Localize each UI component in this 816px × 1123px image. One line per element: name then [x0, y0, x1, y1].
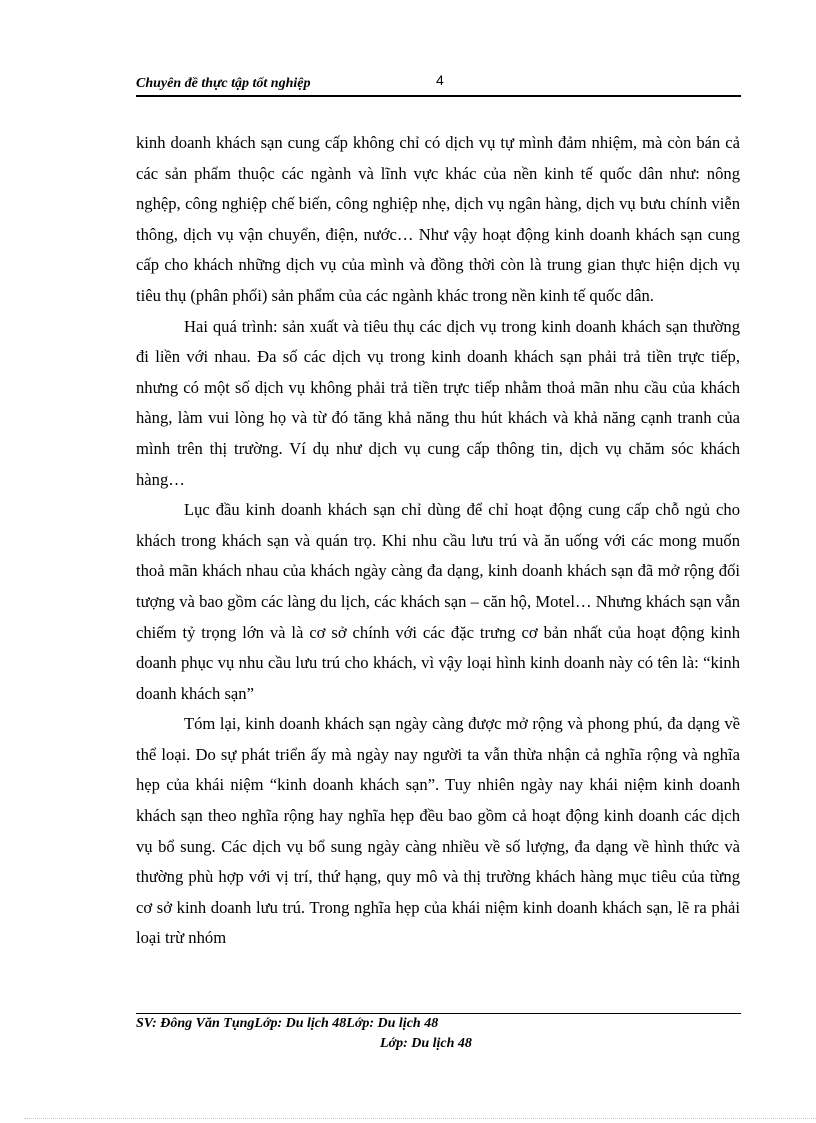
header-divider — [136, 95, 741, 97]
footer-student-info: SV: Đông Văn TụngLớp: Du lịch 48Lớp: Du lịch 48 — [136, 1016, 439, 1031]
page-number: 4 — [436, 72, 444, 88]
header-title: Chuyên đề thực tập tốt nghiệp — [136, 76, 311, 91]
paragraph: Tóm lại, kinh doanh khách sạn ngày càng được mở rộng và phong phú, đa dạng về thể loại. Do sự phát triển ấy mà ngày nay người ta vẫn thừa nhận cả nghĩa rộng và nghĩa hẹp của khái niệm “kinh doanh khách sạn”. Tuy nhiên ngày nay khái niệm kinh doanh khách sạn theo nghĩa rộng hay nghĩa hẹp đều bao gồm cả hoạt động kinh doanh các dịch vụ bổ sung. Các dịch vụ bổ sung ngày càng nhiều về số lượng, đa dạng về hình thức và thường phù hợp với vị trí, thứ hạng, quy mô và thị trường khách hàng mục tiêu của từng cơ sở kinh doanh lưu trú. Trong nghĩa hẹp của khái niệm kinh doanh khách sạn, lẽ ra phải loại trừ nhóm — [136, 714, 740, 948]
body-text — [136, 128, 740, 954]
paragraph: Hai quá trình: sản xuất và tiêu thụ các dịch vụ trong kinh doanh khách sạn thường đi liền với nhau. Đa số các dịch vụ trong kinh doanh khách sạn phải trả tiền trực tiếp, nhưng có một số dịch vụ không phải trả tiền trực tiếp nhằm thoả mãn nhu cầu của khách hàng, làm vui lòng họ và từ đó tăng khả năng thu hút khách và khả năng cạnh tranh của mình trên thị trường. Ví dụ như dịch vụ cung cấp thông tin, dịch vụ chăm sóc khách hàng… — [136, 316, 740, 489]
paragraph: kinh doanh khách sạn cung cấp không chỉ có dịch vụ tự mình đảm nhiệm, mà còn bán cả các sản phẩm thuộc các ngành và lĩnh vực khác của nền kinh tế quốc dân như: nông nghệp, công nghiệp chế biến, công nghiệp nhẹ, dịch vụ ngân hàng, dịch vụ bưu chính viễn thông, dịch vụ vận chuyển, điện, nước… Như vậy hoạt động kinh doanh khách sạn cung cấp cho khách những dịch vụ của mình và đồng thời còn là trung gian thực hiện dịch vụ tiêu thụ (phân phối) sản phẩm của các ngành khác trong nền kinh tế quốc dân. — [136, 133, 740, 305]
footer-class-info: Lớp: Du lịch 48 — [380, 1036, 472, 1051]
footer-divider — [136, 1013, 741, 1014]
page-edge-divider — [24, 1118, 816, 1119]
paragraph: Lục đầu kinh doanh khách sạn chỉ dùng để chỉ hoạt động cung cấp chỗ ngủ cho khách trong khách sạn và quán trọ. Khi nhu cầu lưu trú và ăn uống với các mong muốn thoả mãn khách nhau của khách ngày càng đa dạng, kinh doanh khách sạn đã mở rộng đối tượng và bao gồm các làng du lịch, các khách sạn – căn hộ, Motel… Nhưng khách sạn vẫn chiếm tỷ trọng lớn và là cơ sở chính với các đặc trưng cơ bản nhất của hoạt động kinh doanh phục vụ nhu cầu lưu trú cho khách, vì vậy loại hình kinh doanh này có tên là: “kinh doanh khách sạn” — [136, 500, 740, 703]
